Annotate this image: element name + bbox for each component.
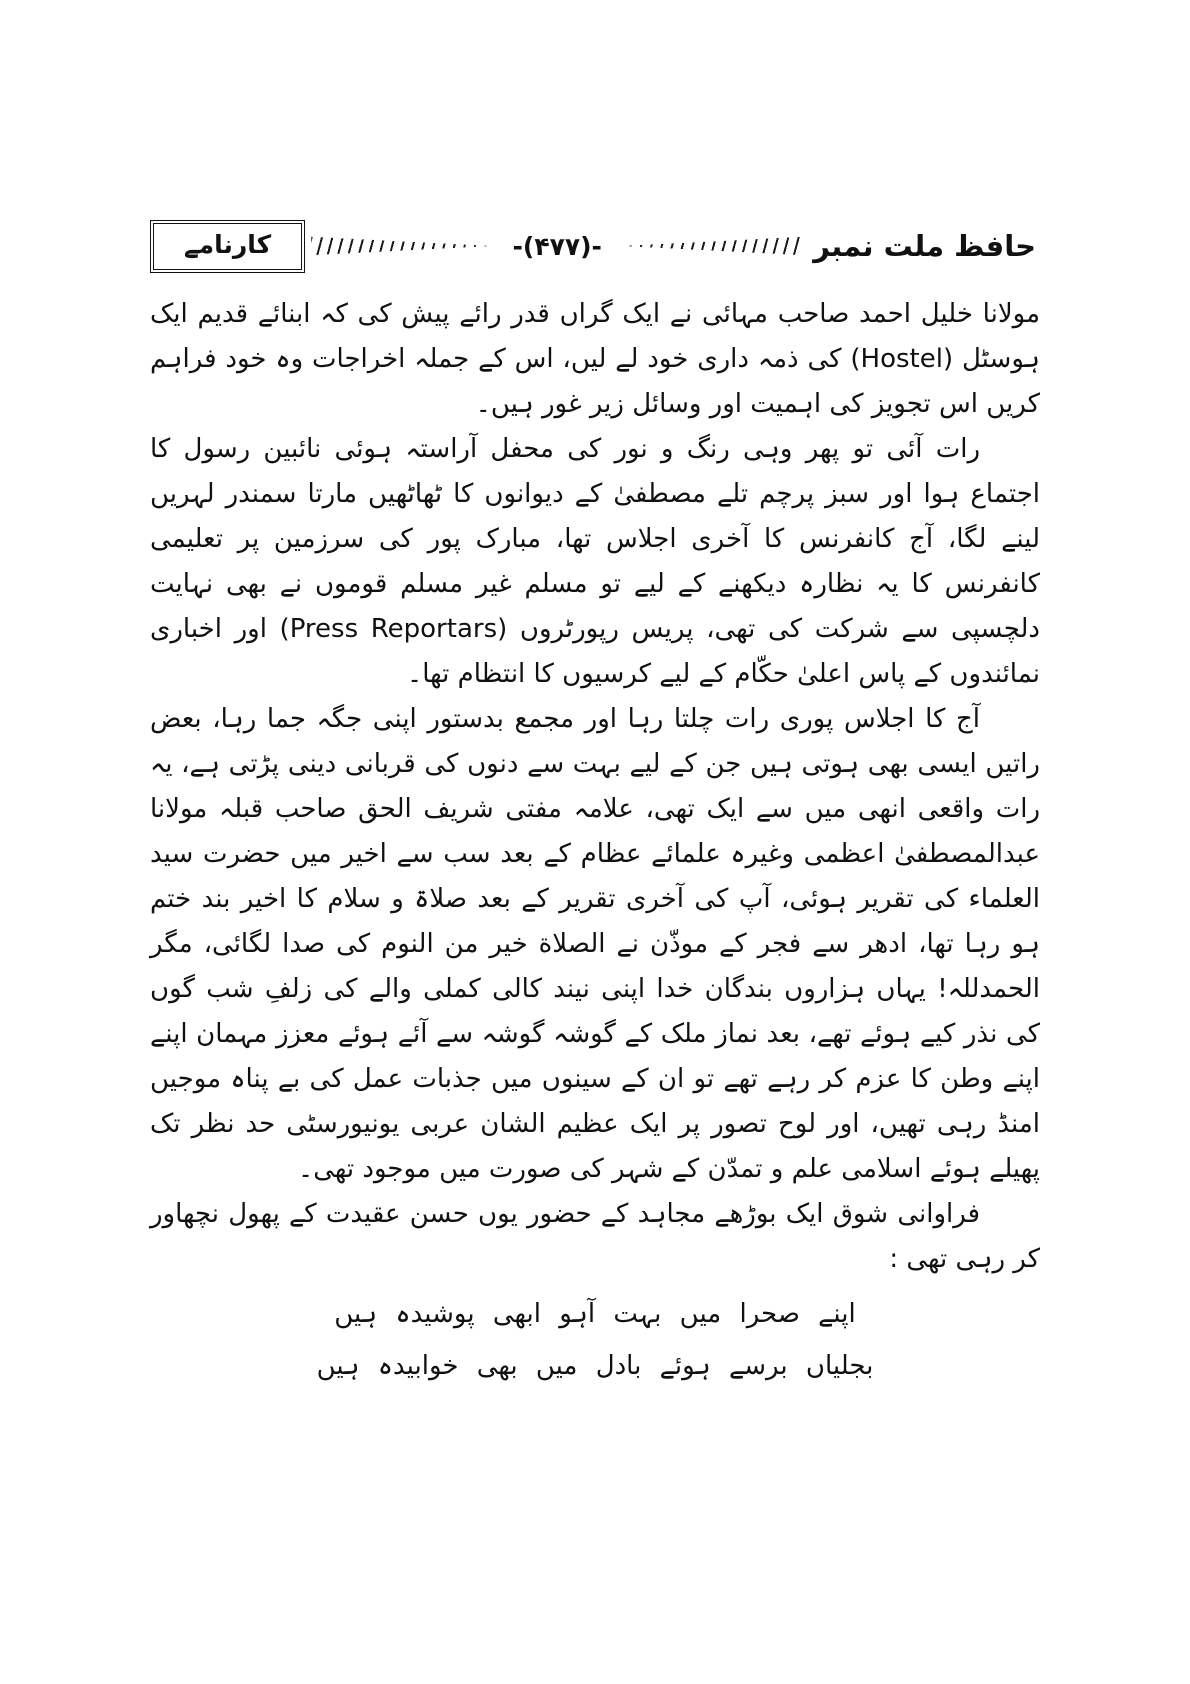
page-number: -(۴۷۷)- [512,231,602,261]
poetry-couplet [150,1288,1040,1392]
couplet-line-1: اپنے صحرا میں بہت آہو ابھی پوشیدہ ہیں [334,1299,856,1329]
decorative-rule-right [622,236,803,256]
section-label: کارنامے [183,229,272,259]
page-header [150,218,1040,274]
document-body [150,292,1040,1392]
header-title: حافظ ملت نمبر [813,229,1036,263]
couplet-line-2: بجلیاں برسے ہوئے بادل میں بھی خوابیدہ ہیں [316,1351,874,1381]
section-label-box [150,220,305,273]
paragraph-1: مولانا خلیل احمد صاحب مہائی نے ایک گراں قدر رائے پیش کی کہ ابنائے قدیم ایک ہوسٹل (Hostel) کی ذمہ داری خود لے لیں، اس کے جملہ اخراجات وہ خود فراہم کریں اس تجویز کی اہمیت اور وسائل زیر غور ہیں۔ [150,299,1040,419]
decorative-rule-left [311,236,492,256]
paragraph-4-lead-in: فراوانی شوق ایک بوڑھے مجاہد کے حضور یوں حسن عقیدت کے پھول نچھاور کر رہی تھی : [150,1199,1040,1274]
paragraph-2: رات آئی تو پھر وہی رنگ و نور کی محفل آراستہ ہوئی نائبین رسول کا اجتماع ہوا اور سبز پرچم تلے مصطفیٰ کے دیوانوں کا ٹھاٹھیں مارتا سمندر لہریں لینے لگا، آج کانفرنس کا آخری اجلاس تھا، مبارک پور کی سرزمین پر تعلیمی کانفرنس کا یہ نظارہ دیکھنے کے لیے تو مسلم غیر مسلم قوموں نے بھی نہایت دلچسپی سے شرکت کی تھی، پریس رپورٹروں (Press Reportars) اور اخباری نمائندوں کے پاس اعلیٰ حکّام کے لیے کرسیوں کا انتظام تھا۔ [150,434,1040,689]
paragraph-3: آج کا اجلاس پوری رات چلتا رہا اور مجمع بدستور اپنی جگہ جما رہا، بعض راتیں ایسی بھی ہوتی ہیں جن کے لیے بہت سے دنوں کی قربانی دینی پڑتی ہے، یہ رات واقعی انھی میں سے ایک تھی، علامہ مفتی شریف الحق صاحب قبلہ مولانا عبدالمصطفیٰ اعظمی وغیرہ علمائے عظام کے بعد سب سے اخیر میں حضرت سید العلماء کی تقریر ہوئی، آپ کی آخری تقریر کے بعد صلاۃ و سلام کا اخیر بند ختم ہو رہا تھا، ادھر سے فجر کے موذّن نے الصلاة خير من النوم کی صدا لگائی، مگر الحمدللہ! یہاں ہزاروں بندگان خدا اپنی نیند کالی کملی والے کی زلفِ شب گوں کی نذر کیے ہوئے تھے، بعد نماز ملک کے گوشہ گوشہ سے آئے ہوئے معزز مہمان اپنے اپنے وطن کا عزم کر رہے تھے تو ان کے سینوں میں جذبات عمل کی بے پناہ موجیں امنڈ رہی تھیں، اور لوح تصور پر ایک عظیم الشان عربی یونیورسٹی حد نظر تک پھیلے ہوئے اسلامی علم و تمدّن کے شہر کی صورت میں موجود تھی۔ [150,704,1040,1184]
